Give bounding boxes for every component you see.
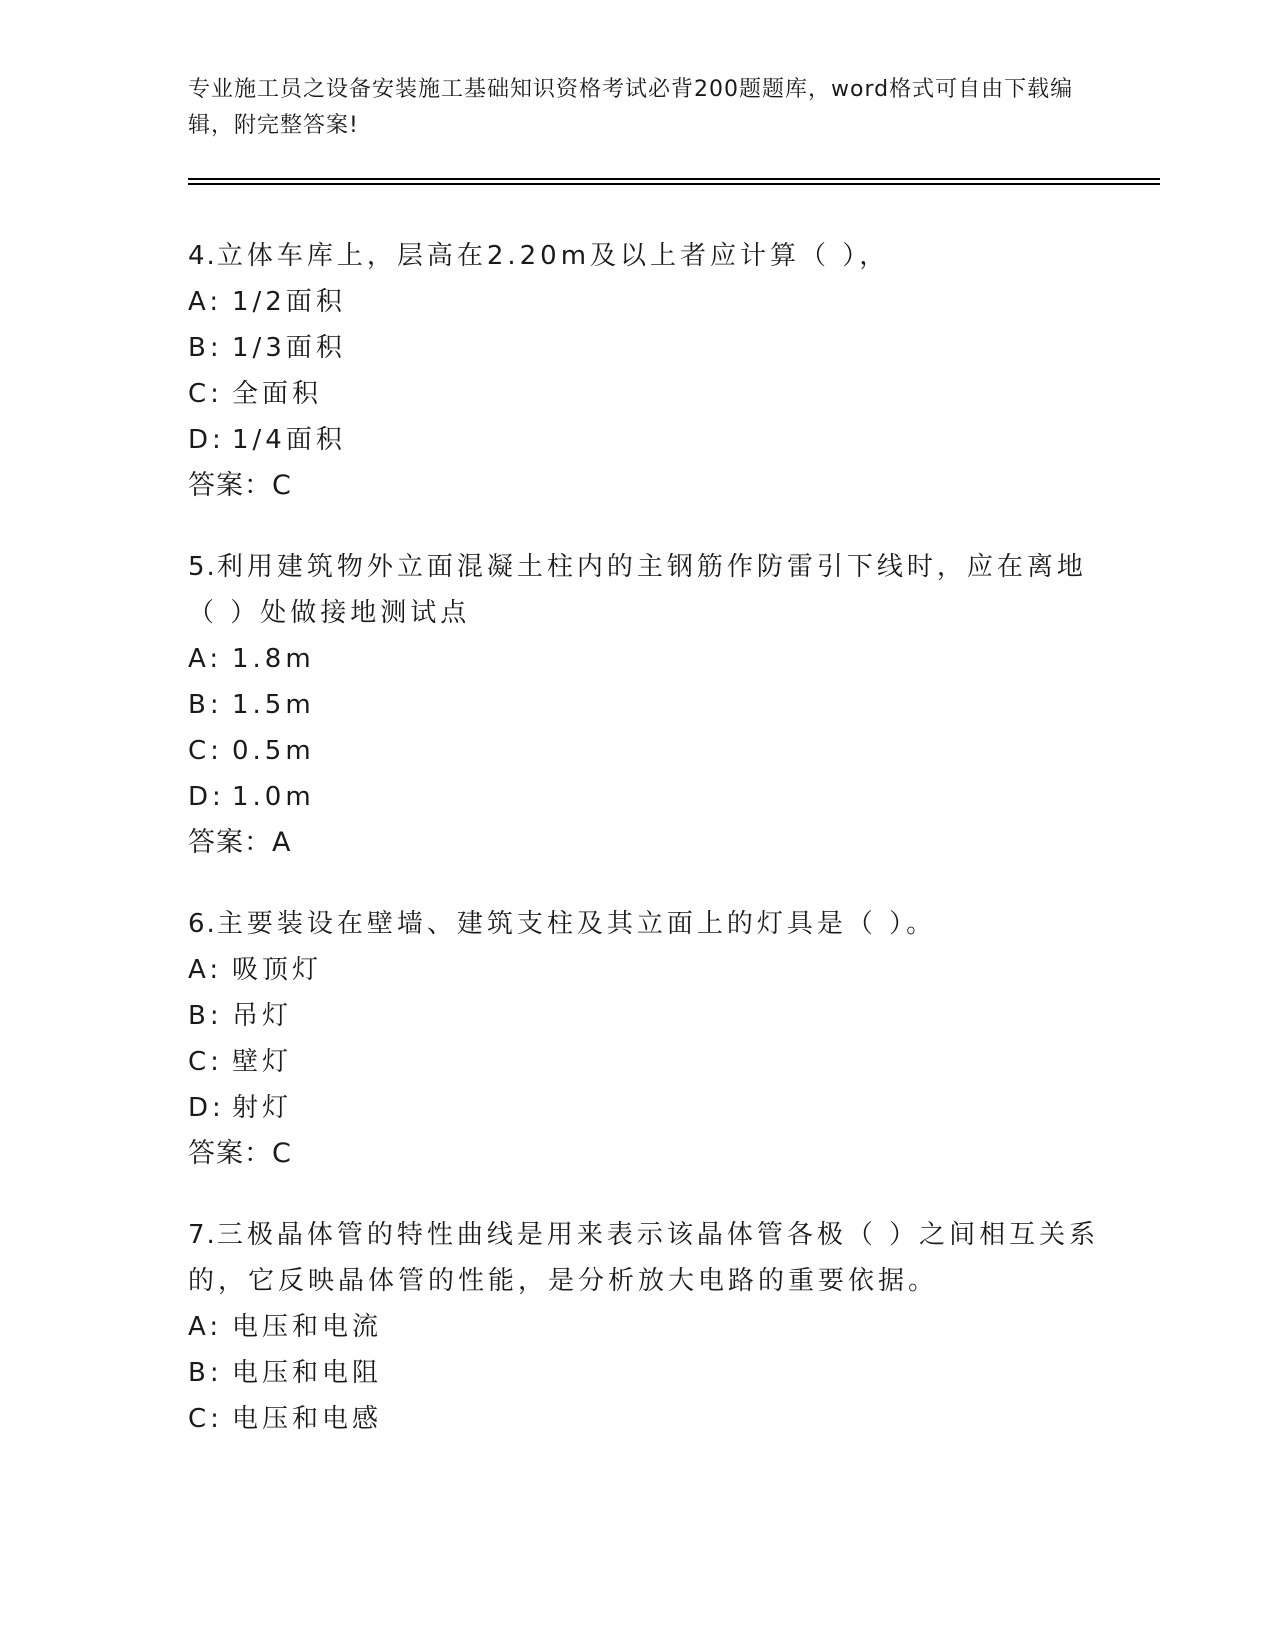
option-letter: D: (188, 425, 225, 455)
option-letter: A: (188, 955, 223, 985)
option-letter: A: (188, 1312, 223, 1342)
option-text: 电压和电流 (232, 1312, 383, 1342)
option-text: 吊灯 (232, 1001, 293, 1031)
option-letter: C: (188, 736, 223, 766)
option-text: 1/2面积 (232, 287, 346, 317)
option-c (188, 1039, 1088, 1085)
option-text: 1.5m (232, 690, 315, 720)
option-text: 1/3面积 (232, 333, 346, 363)
option-letter: A: (188, 644, 223, 674)
option-text: 1.0m (232, 782, 315, 812)
question-stem-line (188, 1212, 1100, 1258)
question-number: 6. (188, 909, 217, 939)
header-rule-bottom (188, 183, 1160, 185)
option-letter: C: (188, 379, 223, 409)
question-list (188, 233, 1100, 1477)
option-c (188, 1396, 1088, 1442)
header-rule-top (188, 178, 1160, 180)
option-c (188, 728, 1088, 774)
option-a (188, 279, 1088, 325)
option-text: 射灯 (232, 1093, 293, 1123)
question-stem-text: （ ）处做接地测试点 (188, 598, 471, 628)
answer-line: 答案：A (188, 827, 292, 858)
option-text: 1.8m (232, 644, 315, 674)
question-stem-text: 三极晶体管的特性曲线是用来表示该晶体管各极（ ）之间相互关系 (216, 1220, 1100, 1250)
option-letter: B: (188, 690, 223, 720)
question-number: 5. (188, 552, 217, 582)
option-text: 0.5m (232, 736, 315, 766)
option-letter: D: (188, 782, 225, 812)
question-number: 4. (188, 241, 217, 271)
option-letter: C: (188, 1047, 223, 1077)
option-b (188, 1350, 1088, 1396)
option-a (188, 947, 1088, 993)
question-stem-text: 利用建筑物外立面混凝土柱内的主钢筋作防雷引下线时，应在离地 (216, 552, 1087, 582)
question-stem-line (188, 901, 1088, 947)
option-letter: C: (188, 1404, 223, 1434)
question-stem-line (188, 544, 1088, 590)
option-text: 1/4面积 (232, 425, 346, 455)
question-stem-line (188, 590, 1088, 636)
option-letter: A: (188, 287, 223, 317)
question-number: 7. (188, 1220, 217, 1250)
question-stem-text: 立体车库上，层高在2.20m及以上者应计算（ ）， (216, 241, 890, 271)
question-4 (188, 233, 1088, 509)
option-letter: D: (188, 1093, 225, 1123)
answer-line: 答案：C (188, 1138, 292, 1169)
option-b (188, 682, 1088, 728)
question-7 (188, 1212, 1100, 1442)
answer-line: 答案：C (188, 470, 292, 501)
option-text: 电压和电感 (232, 1404, 383, 1434)
option-a (188, 636, 1088, 682)
question-stem-text: 主要装设在壁墙、建筑支柱及其立面上的灯具是（ ）。 (216, 909, 937, 939)
question-stem-text: 的，它反映晶体管的性能，是分析放大电路的重要依据。 (188, 1266, 939, 1296)
option-d (188, 1085, 1088, 1131)
question-6 (188, 901, 1088, 1177)
option-text: 全面积 (232, 379, 323, 409)
option-text: 吸顶灯 (232, 955, 323, 985)
option-text: 电压和电阻 (232, 1358, 383, 1388)
option-c (188, 371, 1088, 417)
document-header (188, 72, 1088, 144)
question-stem-line (188, 233, 1088, 279)
question-5 (188, 544, 1088, 866)
document-title: 专业施工员之设备安装施工基础知识资格考试必背200题题库，word格式可自由下载编辑，附完整答案! (188, 77, 1074, 138)
option-b (188, 993, 1088, 1039)
option-a (188, 1304, 1088, 1350)
option-letter: B: (188, 333, 223, 363)
option-letter: B: (188, 1358, 223, 1388)
option-text: 壁灯 (232, 1047, 293, 1077)
option-d (188, 774, 1088, 820)
option-b (188, 325, 1088, 371)
option-d (188, 417, 1088, 463)
question-stem-line (188, 1258, 1088, 1304)
option-letter: B: (188, 1001, 223, 1031)
